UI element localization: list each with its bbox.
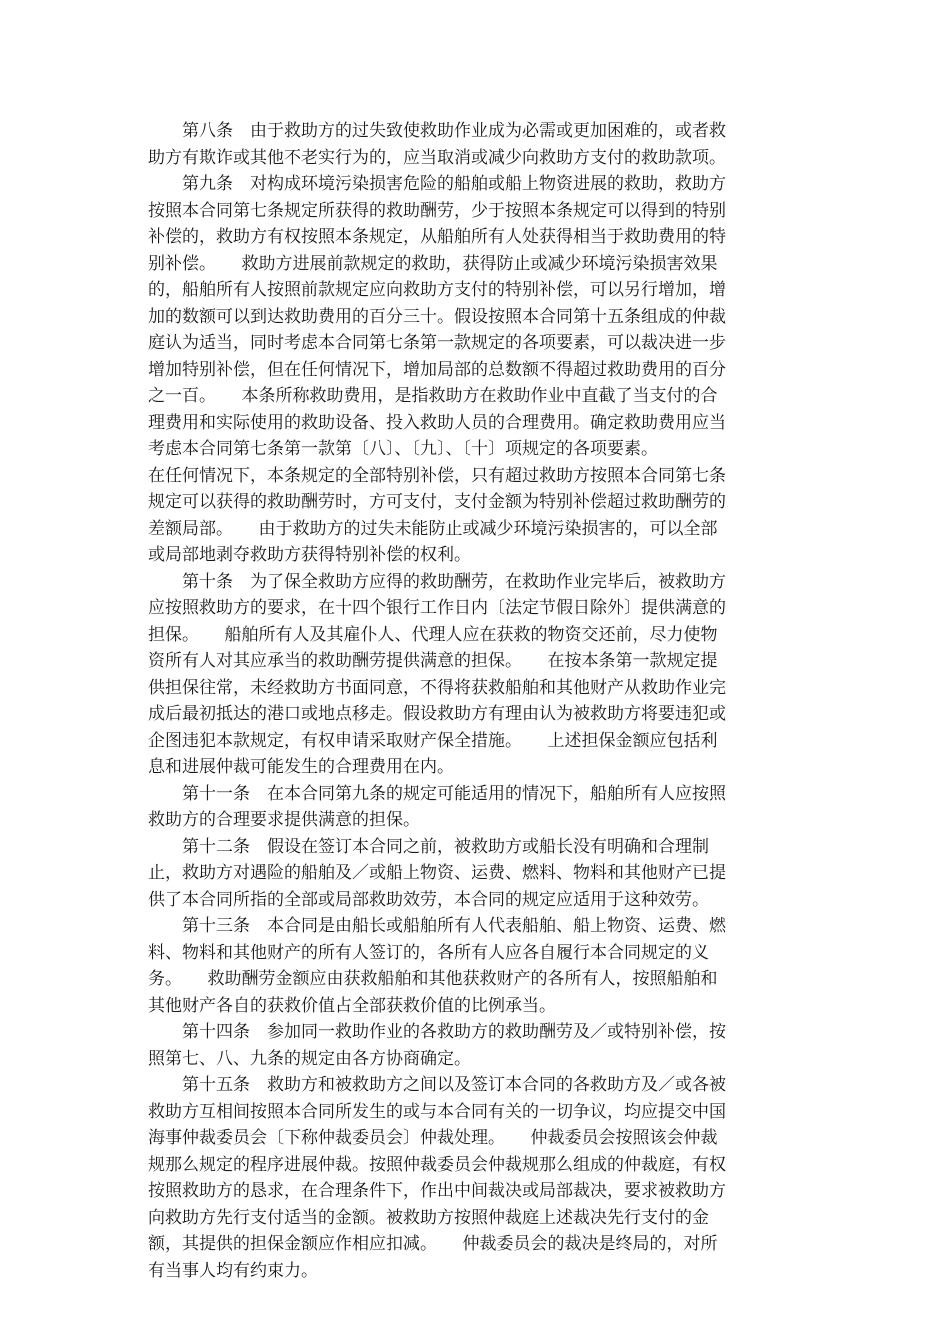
text-line: 成后最初抵达的港口或地点移走。假设救助方有理由认为被救助方将要违犯或: [148, 704, 726, 724]
text-line: 之一百。 本条所称救助费用，是指救助方在救助作业中直截了当支付的合: [148, 386, 718, 406]
text-line: 有当事人均有约束力。: [148, 1260, 318, 1281]
text-line: 第十一条 在本合同第九条的规定可能适用的情况下，船舶所有人应按照: [148, 783, 726, 804]
text-line: 向救助方先行支付适当的金额。被救助方按照仲裁庭上述裁决先行支付的金: [148, 1207, 709, 1228]
text-line: 按照本合同第七条规定所获得的救助酬劳，少于按照本条规定可以得到的特别: [148, 200, 726, 221]
text-line: 规那么规定的程序进展仲裁。按照仲裁委员会仲裁规那么组成的仲裁庭，有权: [148, 1154, 726, 1175]
text-line: 救助方互相间按照本合同所发生的或与本合同有关的一切争议，均应提交中国: [148, 1101, 726, 1122]
text-line: 额，其提供的担保金额应作相应扣减。 仲裁委员会的裁决是终局的，对所: [148, 1234, 718, 1254]
text-line: 差额局部。 由于救助方的过失未能防止或减少环境污染损害的，可以全部: [148, 518, 718, 539]
text-line: 应按照救助方的要求，在十四个银行工作日内〔法定节假日除外〕提供满意的: [148, 598, 726, 618]
text-line: 第十二条 假设在签订本合同之前，被救助方或船长没有明确和合理制: [148, 836, 709, 857]
text-line: 照第七、八、九条的规定由各方协商确定。: [148, 1048, 471, 1069]
text-line: 企图违犯本款规定，有权申请采取财产保全措施。 上述担保金额应包括利: [148, 730, 718, 751]
text-line: 供担保往常，未经救助方书面同意，不得将获救船舶和其他财产从救助作业完: [148, 677, 726, 698]
text-line: 加的数额可以到达救助费用的百分三十。假设按照本合同第十五条组成的仲裁: [148, 306, 726, 327]
text-line: 助方有欺诈或其他不老实行为的，应当取消或减少向救助方支付的救助款项。: [148, 147, 726, 168]
text-line: 庭认为适当，同时考虑本合同第七条第一款规定的各项要素，可以裁决进一步: [148, 333, 726, 353]
text-line: 息和进展仲裁可能发生的合理费用在内。: [148, 757, 454, 777]
text-line: 第十三条 本合同是由船长或船舶所有人代表船舶、船上物资、运费、燃: [148, 916, 726, 936]
text-line: 补偿的，救助方有权按照本条规定，从船舶所有人处获得相当于救助费用的特: [148, 227, 726, 247]
text-line: 第九条 对构成环境污染损害危险的船舶或船上物资进展的救助，救助方: [148, 174, 726, 194]
text-line: 增加特别补偿，但在任何情况下，增加局部的总数额不得超过救助费用的百分: [148, 359, 726, 380]
text-line: 务。 救助酬劳金额应由获救船舶和其他获救财产的各所有人，按照船舶和: [148, 969, 718, 989]
text-line: 考虑本合同第七条第一款第〔八〕、〔九〕、〔十〕项规定的各项要素。: [148, 439, 658, 459]
text-line: 理费用和实际使用的救助设备、投入救助人员的合理费用。确定救助费用应当: [148, 412, 726, 433]
text-line: 的，船舶所有人按照前款规定应向救助方支付的特别补偿，可以另行增加，增: [148, 280, 726, 300]
text-line: 按照救助方的恳求，在合理条件下，作出中间裁决或局部裁决，要求被救助方: [148, 1181, 726, 1201]
text-line: 在任何情况下，本条规定的全部特别补偿，只有超过救助方按照本合同第七条: [148, 465, 726, 486]
text-line: 第十条 为了保全救助方应得的救助酬劳，在救助作业完毕后，被救助方: [148, 571, 726, 592]
text-line: 规定可以获得的救助酬劳时，方可支付，支付金额为特别补偿超过救助酬劳的: [148, 492, 726, 512]
text-line: 供了本合同所指的全部或局部救助效劳，本合同的规定应适用于这种效劳。: [148, 889, 709, 910]
text-line: 资所有人对其应承当的救助酬劳提供满意的担保。 在按本条第一款规定提: [148, 651, 718, 671]
text-line: 其他财产各自的获救价值占全部获救价值的比例承当。: [148, 995, 556, 1016]
text-line: 止，救助方对遇险的船舶及／或船上物资、运费、燃料、物料和其他财产已提: [148, 863, 726, 883]
text-line: 海事仲裁委员会〔下称仲裁委员会〕仲裁处理。 仲裁委员会按照该会仲裁: [148, 1128, 718, 1148]
text-line: 别补偿。 救助方进展前款规定的救助，获得防止或减少环境污染损害效果: [148, 253, 718, 274]
text-line: 第十四条 参加同一救助作业的各救助方的救助酬劳及／或特别补偿，按: [148, 1022, 726, 1042]
text-line: 或局部地剥夺救助方获得特别补偿的权利。: [148, 545, 471, 565]
text-line: 料、物料和其他财产的所有人签订的，各所有人应各自履行本合同规定的义: [148, 942, 709, 963]
text-line: 第十五条 救助方和被救助方之间以及签订本合同的各救助方及／或各被: [148, 1075, 726, 1095]
document-page: [148, 118, 803, 1284]
text-line: 第八条 由于救助方的过失致使救助作业成为必需或更加困难的，或者救: [148, 121, 726, 141]
text-line: 担保。 船舶所有人及其雇仆人、代理人应在获救的物资交还前，尽力使物: [148, 624, 718, 645]
text-line: 救助方的合理要求提供满意的担保。: [148, 810, 420, 830]
